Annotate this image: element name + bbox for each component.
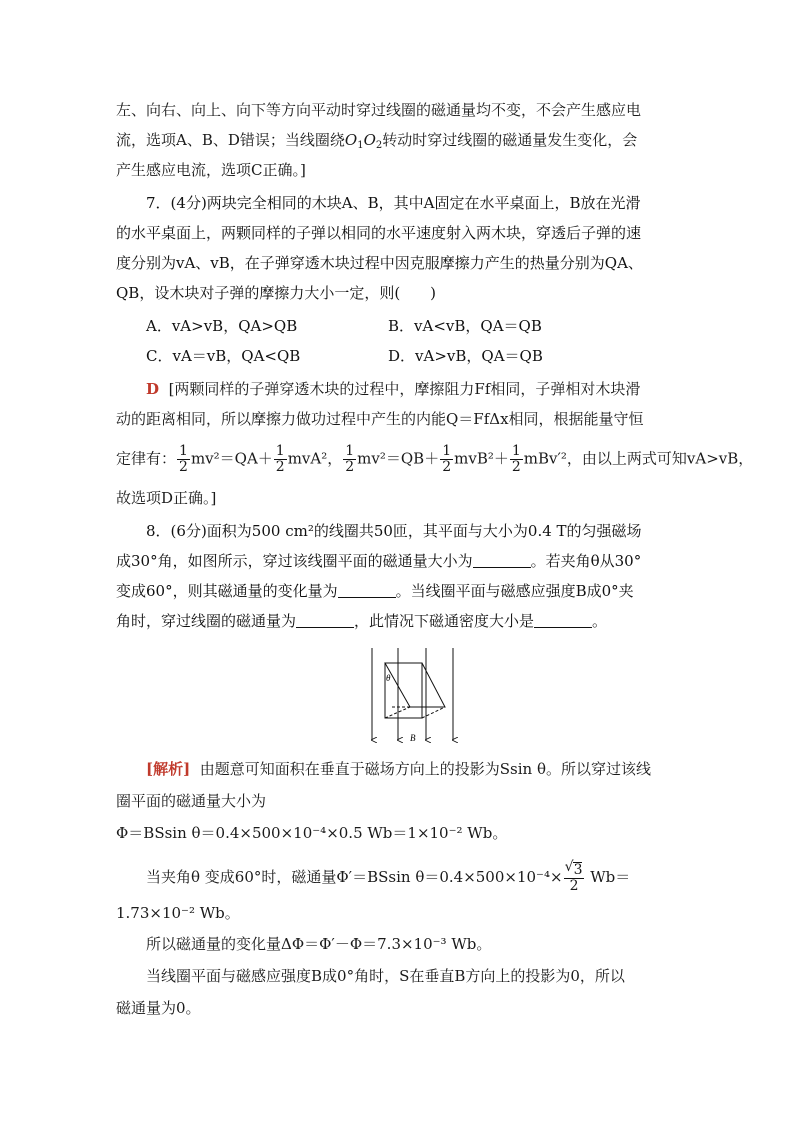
o1-symbol: O: [344, 131, 358, 149]
answer-blank-4[interactable]: [534, 613, 592, 628]
q7-line-3: 度分别为vA、vB，在子弹穿透木块过程中因克服摩擦力产生的热量分别为QA、: [116, 254, 643, 272]
solution-line-4: [146, 862, 630, 894]
half-fraction: $\frac{1}{2}$: [442, 443, 452, 475]
solution-line-8: 磁通量为0。: [116, 999, 201, 1017]
q7-answer-line-2: 动的距离相同，所以摩擦力做功过程中产生的内能Q＝FfΔx相同，根据能量守恒: [116, 410, 644, 428]
q7-option-c: C．vA＝vB，QA<QB: [146, 347, 301, 365]
q7-answer-line-4: 故选项D正确。]: [116, 489, 217, 507]
half-fraction: $\frac{1}{2}$: [275, 443, 285, 475]
solution-text-1: 由题意可知面积在垂直于磁场方向上的投影为Ssin θ。所以穿过该线: [199, 760, 651, 778]
q7-answer-line-1: [146, 378, 640, 400]
solution-tag: [解析]: [146, 760, 191, 778]
q8-line-3b: 。当线圈平面与磁感应强度B成0°夹: [395, 582, 634, 600]
carry-over-line-2: [116, 129, 637, 151]
energy-eq-1b: mvA²，: [287, 449, 343, 468]
energy-eq-2: mv²＝QB＋: [357, 449, 440, 468]
coil-magnetic-field-figure: [360, 645, 460, 745]
solution-line-3: Φ＝BSsin θ＝0.4×500×10⁻⁴×0.5 Wb＝1×10⁻² Wb。: [116, 824, 508, 842]
o2-subscript: 2: [375, 140, 383, 151]
energy-eq-2b: mvB²＋: [454, 449, 509, 468]
q7-option-a: A．vA>vB，QA>QB: [146, 317, 298, 335]
q7-option-b: B．vA<vB，QA＝QB: [388, 317, 542, 335]
carry-over-line-2a: 流，选项A、B、D错误；当线圈绕: [116, 131, 345, 149]
answer-blank-1[interactable]: [473, 553, 531, 568]
solution-line-5: 1.73×10⁻² Wb。: [116, 904, 240, 922]
answer-blank-2[interactable]: [338, 583, 396, 598]
solution-line-1: [146, 758, 651, 780]
q7-line-2: 的水平桌面上，两颗同样的子弹以相同的水平速度射入两木块，穿透后子弹的速: [116, 224, 642, 242]
projection-line: [422, 707, 445, 718]
solution-text-4a: 当夹角θ 变成60°时，磁通量Φ′＝BSsin θ＝0.4×500×10⁻⁴×: [146, 868, 563, 886]
energy-eq-2c: mBv′²，由以上两式可知vA>vB，: [523, 449, 754, 468]
o2-symbol: O: [363, 131, 376, 149]
q7-line-1: 7．(4分)两块完全相同的木块A、B，其中A固定在水平桌面上，B放在光滑: [146, 194, 641, 212]
coil-plane: [385, 663, 445, 707]
b-field-label: B: [410, 733, 416, 743]
carry-over-line-1: 左、向右、向上、向下等方向平动时穿过线圈的磁通量均不变，不会产生感应电: [116, 101, 642, 119]
q8-line-4a: 角时，穿过线圈的磁通量为: [116, 612, 297, 630]
solution-text-4b: Wb＝: [590, 868, 631, 886]
solution-line-2: 圈平面的磁通量大小为: [116, 792, 267, 810]
solution-line-6: 所以磁通量的变化量ΔΦ＝Φ′－Φ＝7.3×10⁻³ Wb。: [146, 935, 492, 953]
q7-answer-text-1: [两颗同样的子弹穿透木块的过程中，摩擦阻力Ff相同，子弹相对木块滑: [168, 380, 641, 398]
q7-answer-prefix: 定律有：: [116, 449, 177, 468]
q8-line-4c: 。: [592, 612, 608, 630]
half-fraction: $\frac{1}{2}$: [179, 443, 188, 475]
q7-answer-letter: D: [146, 380, 160, 398]
q8-line-1: 8．(6分)面积为500 cm²的线圈共50匝，其平面与大小为0.4 T的匀强磁场: [146, 522, 642, 540]
carry-over-line-3: 产生感应电流，选项C正确。]: [116, 161, 306, 179]
sqrt3-over-2: √ $\frac{3}{2}$: [564, 862, 585, 894]
q8-line-4: [116, 610, 607, 632]
energy-eq-1: mv²＝QA＋: [190, 449, 273, 468]
answer-blank-3[interactable]: [296, 613, 354, 628]
q7-line-4: QB，设木块对子弹的摩擦力大小一定，则( ): [116, 284, 437, 302]
q7-answer-line-3: [116, 444, 753, 475]
half-fraction: $\frac{1}{2}$: [511, 443, 521, 475]
half-fraction: $\frac{1}{2}$: [345, 443, 355, 475]
theta-label: θ: [386, 673, 391, 683]
carry-over-line-2b: 转动时穿过线圈的磁通量发生变化，会: [382, 131, 638, 149]
q8-line-3a: 变成60°，则其磁通量的变化量为: [116, 582, 338, 600]
q7-option-d: D．vA>vB，QA＝QB: [388, 347, 543, 365]
solution-line-7: 当线圈平面与磁感应强度B成0°角时，S在垂直B方向上的投影为0，所以: [146, 967, 625, 985]
q8-line-2a: 成30°角，如图所示，穿过该线圈平面的磁通量大小为: [116, 552, 473, 570]
q8-line-4b: ，此情况下磁通密度大小是: [354, 612, 535, 630]
o1-subscript: 1: [357, 140, 364, 151]
q8-line-3: [116, 580, 634, 602]
q8-line-2: [116, 550, 641, 572]
q8-line-2b: 。若夹角θ从30°: [530, 552, 642, 570]
